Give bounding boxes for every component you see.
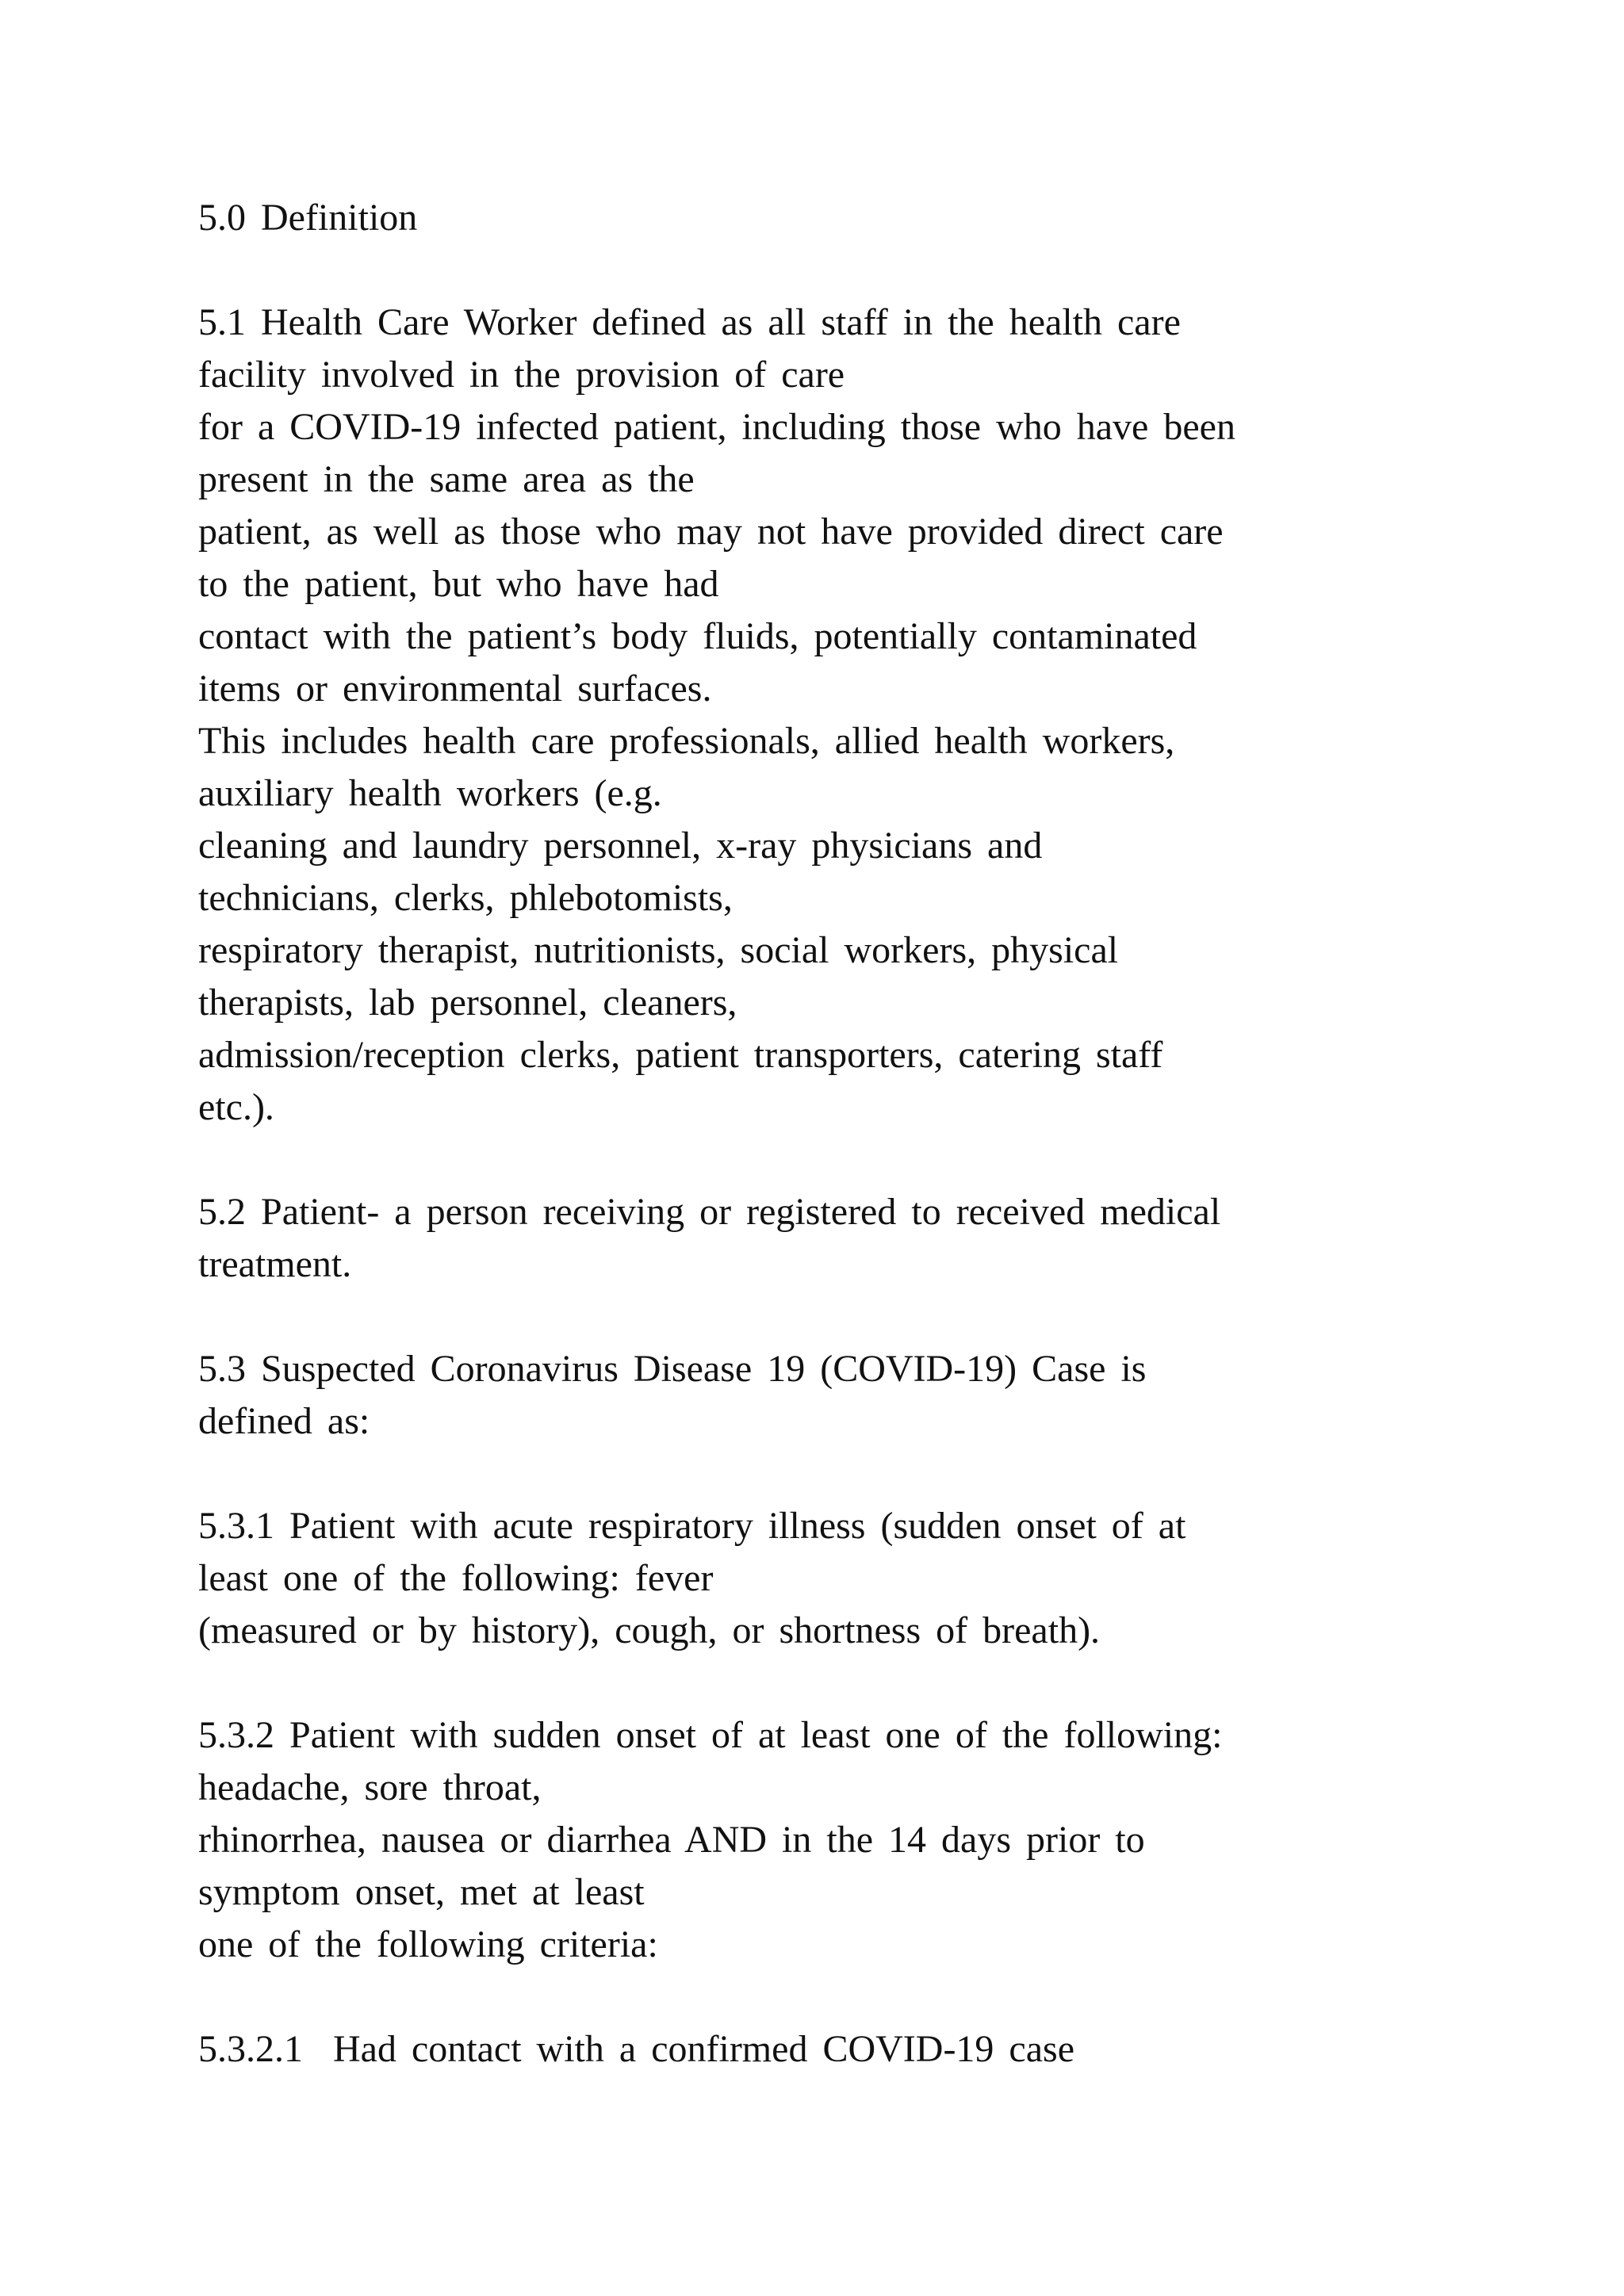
- paragraph-gap: [198, 1657, 1435, 1709]
- text-line: 5.3.2 Patient with sudden onset of at least one of the following:: [198, 1714, 1223, 1756]
- text-line: auxiliary health workers (e.g.: [198, 772, 662, 814]
- text-line: to the patient, but who have had: [198, 563, 719, 605]
- text-line: 5.3.1 Patient with acute respiratory illness (sudden onset of at: [198, 1505, 1186, 1547]
- text-line: symptom onset, met at least: [198, 1871, 645, 1913]
- text-line: cleaning and laundry personnel, x-ray physicians and: [198, 825, 1043, 867]
- document-page: [198, 192, 1435, 2076]
- definition-5-3: [198, 1343, 1435, 1448]
- text-line: respiratory therapist, nutritionists, social workers, physical: [198, 929, 1119, 971]
- definition-5-2: [198, 1186, 1435, 1291]
- text-line: present in the same area as the: [198, 458, 695, 500]
- definition-5-3-2: [198, 1709, 1435, 1971]
- text-line: etc.).: [198, 1086, 274, 1128]
- text-line: facility involved in the provision of care: [198, 354, 845, 396]
- text-line: 5.2 Patient- a person receiving or registered to received medical: [198, 1191, 1221, 1233]
- text-line: rhinorrhea, nausea or diarrhea AND in the 14 days prior to: [198, 1819, 1145, 1861]
- text-line: (measured or by history), cough, or shortness of breath).: [198, 1609, 1101, 1651]
- text-line: treatment.: [198, 1243, 352, 1285]
- section-heading: 5.0 Definition: [198, 197, 418, 239]
- text-line: contact with the patient’s body fluids, potentially contaminated: [198, 615, 1197, 657]
- text-line: 5.3 Suspected Coronavirus Disease 19 (COVID-19) Case is: [198, 1348, 1147, 1390]
- definition-5-3-1: [198, 1500, 1435, 1657]
- definition-5-1: [198, 297, 1435, 1134]
- paragraph-gap: [198, 1291, 1435, 1343]
- paragraph-gap: [198, 244, 1435, 297]
- text-line: 5.1 Health Care Worker defined as all staff in the health care: [198, 301, 1181, 343]
- paragraph-gap: [198, 1971, 1435, 2023]
- text-line: for a COVID-19 infected patient, including those who have been: [198, 406, 1235, 448]
- text-line: items or environmental surfaces.: [198, 668, 712, 710]
- paragraph-gap: [198, 1448, 1435, 1500]
- text-line: least one of the following: fever: [198, 1557, 714, 1599]
- text-line: 5.3.2.1 Had contact with a confirmed COVID-19 case: [198, 2028, 1075, 2070]
- text-line: headache, sore throat,: [198, 1766, 542, 1808]
- text-line: one of the following criteria:: [198, 1923, 658, 1965]
- definition-5-3-2-1: [198, 2023, 1435, 2076]
- text-line: therapists, lab personnel, cleaners,: [198, 982, 737, 1024]
- text-line: patient, as well as those who may not have provided direct care: [198, 511, 1224, 553]
- text-line: This includes health care professionals, allied health workers,: [198, 720, 1175, 762]
- text-line: technicians, clerks, phlebotomists,: [198, 877, 733, 919]
- text-line: defined as:: [198, 1400, 370, 1442]
- text-line: admission/reception clerks, patient transporters, catering staff: [198, 1034, 1163, 1076]
- paragraph-gap: [198, 1134, 1435, 1186]
